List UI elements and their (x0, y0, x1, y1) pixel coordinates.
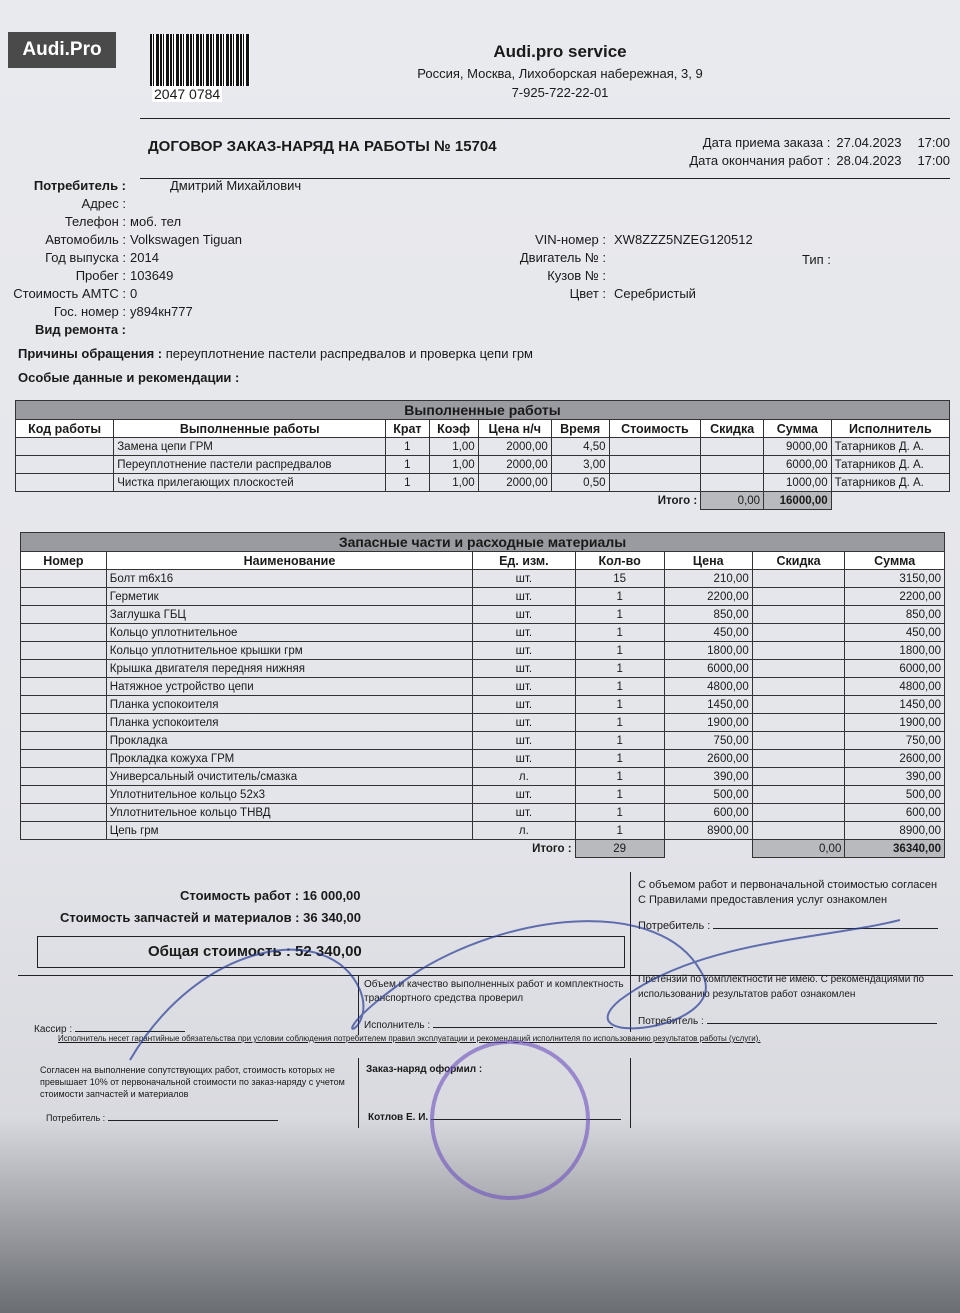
vehicle-field (480, 286, 753, 304)
client-field (0, 196, 301, 214)
parts-cell: Универсальный очиститель/смазка (106, 768, 472, 786)
parts-cell: 390,00 (664, 768, 752, 786)
parts-total-row (21, 840, 945, 858)
field-value: Дмитрий Михайлович (170, 178, 302, 193)
parts-cell: Уплотнительное кольцо ТНВД (106, 804, 472, 822)
parts-cost-label: Стоимость запчастей и материалов : (60, 910, 300, 925)
table-row (21, 822, 945, 840)
parts-cell: 4800,00 (845, 678, 945, 696)
parts-cell: 450,00 (845, 624, 945, 642)
works-cell: 0,50 (551, 474, 609, 492)
client-field (0, 286, 301, 304)
parts-cell (21, 786, 107, 804)
works-table (15, 400, 950, 510)
parts-cell (21, 732, 107, 750)
parts-cell (21, 570, 107, 588)
barcode-number: 2047 0784 (154, 86, 221, 102)
works-cell: 3,00 (551, 456, 609, 474)
reason-label: Причины обращения : (18, 346, 163, 361)
parts-table (20, 532, 945, 858)
type-label: Тип : (802, 252, 831, 267)
parts-cell (752, 660, 845, 678)
works-header: Цена н/ч (478, 420, 551, 438)
works-cell: 1 (386, 474, 429, 492)
parts-cell: шт. (473, 804, 575, 822)
parts-cell: 210,00 (664, 570, 752, 588)
parts-cell: шт. (473, 732, 575, 750)
parts-cell: 1 (575, 750, 664, 768)
parts-cell (752, 732, 845, 750)
parts-cell: 1 (575, 732, 664, 750)
field-label: Пробег : (75, 268, 126, 283)
parts-cell: Герметик (106, 588, 472, 606)
consent-rules: С Правилами предоставления услуг ознакомлен (638, 894, 888, 906)
parts-cell (752, 642, 845, 660)
parts-cell (21, 624, 107, 642)
works-total-discount: 0,00 (701, 492, 764, 510)
parts-cell: 2200,00 (845, 588, 945, 606)
table-row (21, 804, 945, 822)
table-row (21, 588, 945, 606)
works-cell: 2000,00 (478, 438, 551, 456)
parts-cell: 1 (575, 588, 664, 606)
parts-cell: 1 (575, 768, 664, 786)
parts-cell: Крышка двигателя передняя нижняя (106, 660, 472, 678)
field-label: Двигатель № : (519, 250, 606, 265)
parts-cell: 1800,00 (664, 642, 752, 660)
parts-cell (752, 804, 845, 822)
parts-cell (752, 768, 845, 786)
parts-cell (21, 642, 107, 660)
empty-cell (664, 840, 752, 858)
parts-cell: Заглушка ГБЦ (106, 606, 472, 624)
parts-total-label: Итого : (532, 842, 572, 855)
table-row (21, 678, 945, 696)
parts-cell (21, 750, 107, 768)
parts-cell: Натяжное устройство цепи (106, 678, 472, 696)
parts-cell: шт. (473, 750, 575, 768)
parts-cell: 1800,00 (845, 642, 945, 660)
parts-cell: Кольцо уплотнительное крышки грм (106, 642, 472, 660)
parts-cell: шт. (473, 696, 575, 714)
parts-cell: 750,00 (664, 732, 752, 750)
works-cell (16, 438, 114, 456)
field-value: Серебристый (614, 286, 696, 301)
parts-cell: 1 (575, 606, 664, 624)
field-label: Телефон : (64, 214, 126, 229)
parts-cell: шт. (473, 660, 575, 678)
parts-cell: шт. (473, 678, 575, 696)
field-value: 103649 (130, 268, 174, 283)
end-date: 28.04.2023 (836, 153, 902, 168)
works-header: Время (551, 420, 609, 438)
parts-cell: 3150,00 (845, 570, 945, 588)
parts-cell (752, 624, 845, 642)
parts-cell: 500,00 (664, 786, 752, 804)
works-cell (16, 456, 114, 474)
parts-cell (21, 678, 107, 696)
client-field (0, 214, 301, 232)
parts-header: Ед. изм. (473, 552, 575, 570)
parts-cell: 1450,00 (664, 696, 752, 714)
accept-time: 17:00 (917, 135, 950, 150)
parts-cell: Болт m6x16 (106, 570, 472, 588)
works-cell (701, 474, 764, 492)
parts-cell: 500,00 (845, 786, 945, 804)
barcode (150, 34, 250, 86)
parts-cell (21, 606, 107, 624)
parts-cell (21, 660, 107, 678)
parts-cell: 6000,00 (664, 660, 752, 678)
field-label: Потребитель : (33, 178, 126, 193)
works-header: Коэф (429, 420, 478, 438)
grand-total-label: Общая стоимость : (148, 943, 291, 960)
issued-by: Котлов Е. И. (368, 1112, 429, 1123)
consumer-label-2: Потребитель : (638, 1016, 704, 1027)
vehicle-field (480, 268, 753, 286)
works-cell: 1,00 (429, 438, 478, 456)
works-cell: Переуплотнение пастели распредвалов (114, 456, 386, 474)
works-header: Крат (386, 420, 429, 438)
notes-label: Особые данные и рекомендации : (18, 370, 240, 385)
parts-cell (21, 804, 107, 822)
table-row (16, 474, 950, 492)
parts-header: Сумма (845, 552, 945, 570)
parts-cell (752, 570, 845, 588)
accept-date: 27.04.2023 (836, 135, 902, 150)
parts-cell: 750,00 (845, 732, 945, 750)
works-cell: 1 (386, 438, 429, 456)
table-row (21, 696, 945, 714)
works-cost-label: Стоимость работ : (180, 888, 300, 903)
parts-cell: 8900,00 (664, 822, 752, 840)
parts-header: Кол-во (575, 552, 664, 570)
parts-cell: 2200,00 (664, 588, 752, 606)
field-label: Вид ремонта : (34, 322, 126, 337)
works-cell: 4,50 (551, 438, 609, 456)
table-row (21, 660, 945, 678)
divider (140, 118, 950, 119)
parts-cell: Прокладка кожуха ГРМ (106, 750, 472, 768)
parts-cell: Кольцо уплотнительное (106, 624, 472, 642)
parts-cell: шт. (473, 714, 575, 732)
parts-cell: 850,00 (845, 606, 945, 624)
table-row (21, 732, 945, 750)
parts-cell: 1 (575, 678, 664, 696)
extra-consent-text: Согласен на выполнение сопутствующих работ, стоимость которых не превышает 10% от первоначальной стоимости по заказ-наряду с учетом стоимости запчастей и материалов (40, 1065, 345, 1099)
parts-cell: 450,00 (664, 624, 752, 642)
works-total-row (16, 492, 950, 510)
table-row (21, 606, 945, 624)
field-label: Стоимость АМТС : (13, 286, 126, 301)
parts-cell: 390,00 (845, 768, 945, 786)
parts-cell (752, 606, 845, 624)
parts-cell (752, 714, 845, 732)
parts-cell: 2600,00 (664, 750, 752, 768)
table-row (21, 768, 945, 786)
parts-cell (752, 750, 845, 768)
works-cell: 2000,00 (478, 456, 551, 474)
field-value: у894кн777 (130, 304, 193, 319)
parts-table-title: Запасные части и расходные материалы (21, 533, 945, 552)
parts-cell: шт. (473, 606, 575, 624)
field-value: 0 (130, 286, 138, 301)
works-table-title: Выполненные работы (16, 401, 950, 420)
consumer-label-3: Потребитель : (46, 1113, 106, 1123)
field-value: 2014 (130, 250, 159, 265)
parts-cell (21, 714, 107, 732)
works-total-label: Итого : (657, 494, 698, 507)
field-label: VIN-номер : (534, 232, 606, 247)
checked-text: Объем и качество выполненных работ и комплектность транспортного средства проверил (364, 979, 624, 1004)
table-row (16, 456, 950, 474)
parts-cell: 1 (575, 624, 664, 642)
parts-cell: шт. (473, 786, 575, 804)
client-field (0, 268, 301, 286)
works-cell: 1000,00 (764, 474, 832, 492)
consumer-label: Потребитель : (638, 920, 711, 932)
table-row (21, 714, 945, 732)
reason-value: переуплотнение пастели распредвалов и проверка цепи грм (165, 346, 533, 361)
company-name: Audi.pro service (493, 42, 627, 61)
works-cell (609, 438, 701, 456)
works-cell: Татарников Д. А. (831, 474, 949, 492)
parts-cell (752, 588, 845, 606)
works-cell (701, 438, 764, 456)
client-field (0, 322, 301, 340)
works-cell (609, 456, 701, 474)
parts-cell: Планка успокоителя (106, 714, 472, 732)
works-header: Код работы (16, 420, 114, 438)
parts-cell: 1 (575, 696, 664, 714)
parts-cell: 1 (575, 642, 664, 660)
vehicle-field (480, 232, 753, 250)
works-cell: Татарников Д. А. (831, 456, 949, 474)
table-row (21, 570, 945, 588)
parts-header: Номер (21, 552, 107, 570)
page-title: ДОГОВОР ЗАКАЗ-НАРЯД НА РАБОТЫ № 15704 (148, 138, 497, 155)
vehicle-field (480, 250, 753, 268)
parts-cell: Уплотнительное кольцо 52x3 (106, 786, 472, 804)
parts-header: Цена (664, 552, 752, 570)
works-cell (16, 474, 114, 492)
parts-cell: 1 (575, 822, 664, 840)
field-label: Гос. номер : (53, 304, 126, 319)
parts-cell (21, 696, 107, 714)
field-label: Год выпуска : (45, 250, 126, 265)
parts-cell (752, 696, 845, 714)
parts-cell: 600,00 (664, 804, 752, 822)
parts-cell: 8900,00 (845, 822, 945, 840)
client-field (0, 304, 301, 322)
table-row (16, 438, 950, 456)
accept-label: Дата приема заказа : (702, 135, 831, 150)
parts-cell: 1 (575, 786, 664, 804)
field-label: Адрес : (81, 196, 126, 211)
order-dates (640, 135, 950, 168)
parts-cell: 4800,00 (664, 678, 752, 696)
works-cell (701, 456, 764, 474)
works-cell: 1,00 (429, 474, 478, 492)
parts-cell: 1450,00 (845, 696, 945, 714)
works-cell: 1,00 (429, 456, 478, 474)
works-cell (609, 474, 701, 492)
works-total-sum: 16000,00 (764, 492, 832, 510)
parts-total-qty: 29 (575, 840, 664, 858)
parts-cell: 6000,00 (845, 660, 945, 678)
parts-cell: шт. (473, 642, 575, 660)
parts-total-sum: 36340,00 (845, 840, 945, 858)
vehicle-info (480, 232, 753, 304)
cashier-label: Кассир : (34, 1024, 73, 1035)
executor-label: Исполнитель : (364, 1020, 431, 1031)
field-value: моб. тел (130, 214, 182, 229)
works-header: Скидка (701, 420, 764, 438)
issued-label: Заказ-наряд оформил : (366, 1064, 483, 1075)
works-header: Стоимость (609, 420, 701, 438)
field-value: Volkswagen Tiguan (130, 232, 243, 247)
parts-cell (752, 822, 845, 840)
company-phone: 7-925-722-22-01 (511, 85, 609, 100)
works-cell: 2000,00 (478, 474, 551, 492)
parts-cell (752, 786, 845, 804)
parts-cell: 1 (575, 660, 664, 678)
empty-cell (831, 492, 949, 510)
works-cell: 6000,00 (764, 456, 832, 474)
parts-cell: 15 (575, 570, 664, 588)
parts-cell (752, 678, 845, 696)
field-value: XW8ZZZ5NZEG120512 (614, 232, 753, 247)
works-header: Исполнитель (831, 420, 949, 438)
end-label: Дата окончания работ : (689, 153, 831, 168)
works-header: Сумма (764, 420, 832, 438)
company-address: Россия, Москва, Лихоборская набережная, 3, 9 (417, 66, 703, 81)
warranty-text: Исполнитель несет гарантийные обязательства при условии соблюдения потребителем правил эксплуатации и рекомендаций исполнителя по использованию результатов работы (услуги). (58, 1034, 761, 1043)
parts-cost: 36 340,00 (303, 910, 361, 925)
parts-cell: 600,00 (845, 804, 945, 822)
end-time: 17:00 (917, 153, 950, 168)
parts-cell: шт. (473, 570, 575, 588)
client-field (0, 178, 301, 196)
parts-cell: шт. (473, 588, 575, 606)
client-info (0, 178, 301, 340)
consent-scope: С объемом работ и первоначальной стоимостью согласен (638, 879, 938, 891)
no-claims-text: Претензий по комплектности не имею. С рекомендациями по использованию результатов работ ознакомлен (638, 974, 925, 1000)
parts-total-discount: 0,00 (752, 840, 845, 858)
works-cell: Татарников Д. А. (831, 438, 949, 456)
parts-cell: Планка успокоителя (106, 696, 472, 714)
parts-cell: Прокладка (106, 732, 472, 750)
works-cell: Чистка прилегающих плоскостей (114, 474, 386, 492)
table-row (21, 624, 945, 642)
parts-cell: 2600,00 (845, 750, 945, 768)
parts-cell: 1 (575, 804, 664, 822)
signature-scribble (0, 880, 960, 1180)
parts-cell: 1900,00 (664, 714, 752, 732)
works-header: Выполненные работы (114, 420, 386, 438)
parts-cell (21, 822, 107, 840)
field-label: Автомобиль : (45, 232, 126, 247)
field-label: Кузов № : (547, 268, 606, 283)
parts-cell: л. (473, 822, 575, 840)
works-cost: 16 000,00 (302, 888, 361, 903)
client-field (0, 250, 301, 268)
table-row (21, 786, 945, 804)
table-row (21, 642, 945, 660)
parts-cell: 850,00 (664, 606, 752, 624)
client-field (0, 232, 301, 250)
parts-cell: Цепь грм (106, 822, 472, 840)
parts-header: Скидка (752, 552, 845, 570)
parts-cell: л. (473, 768, 575, 786)
grand-total: 52 340,00 (295, 943, 362, 960)
parts-header: Наименование (106, 552, 472, 570)
works-cell: Замена цепи ГРМ (114, 438, 386, 456)
table-row (21, 750, 945, 768)
company-logo: Audi.Pro (8, 32, 116, 68)
parts-cell: 1900,00 (845, 714, 945, 732)
works-cell: 1 (386, 456, 429, 474)
parts-cell (21, 768, 107, 786)
parts-cell: 1 (575, 714, 664, 732)
works-cell: 9000,00 (764, 438, 832, 456)
field-label: Цвет : (569, 286, 606, 301)
parts-cell (21, 588, 107, 606)
parts-cell: шт. (473, 624, 575, 642)
